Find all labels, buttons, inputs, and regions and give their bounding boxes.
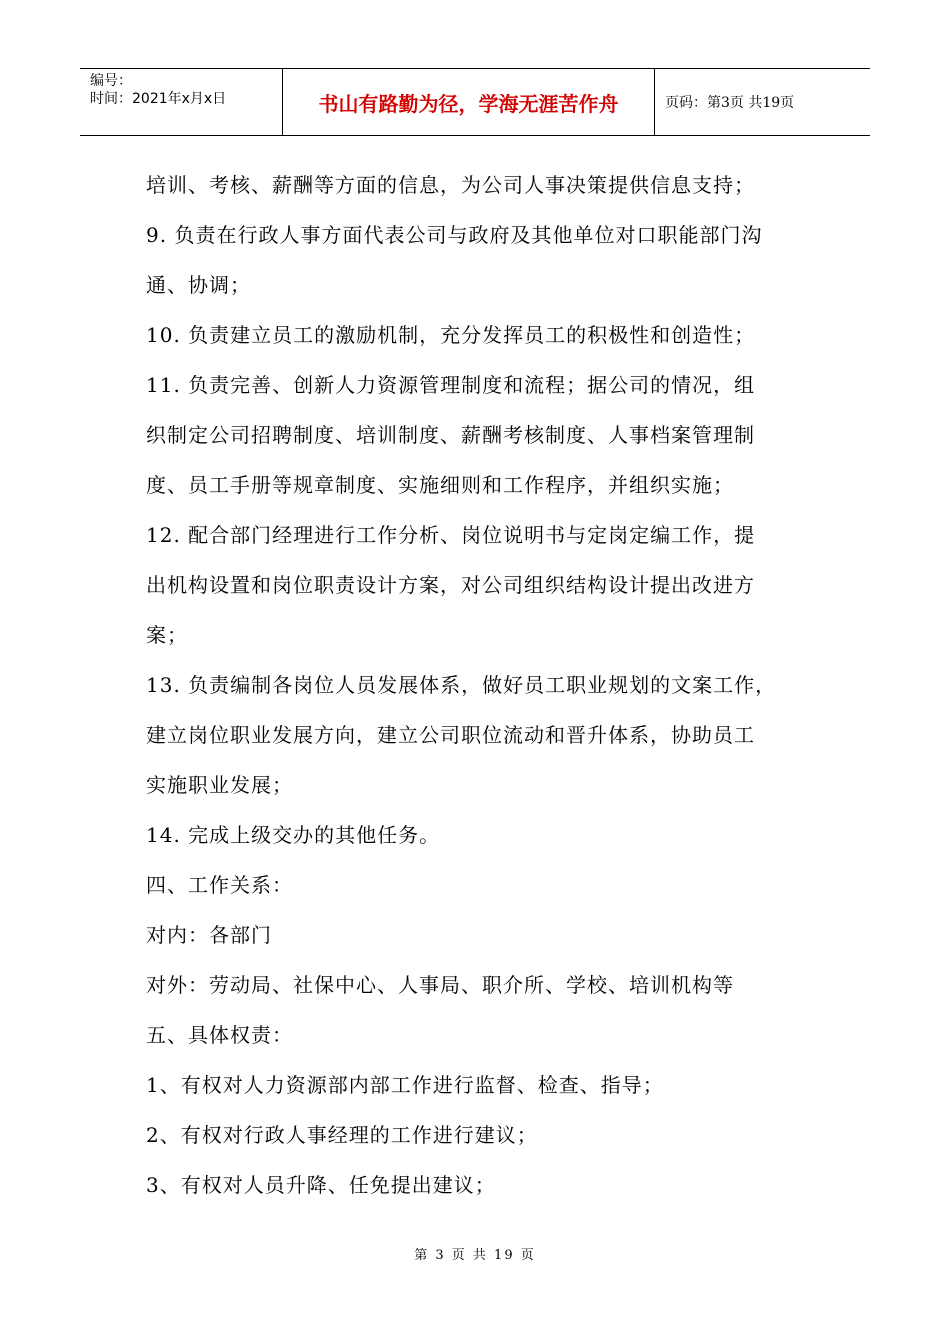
document-header (80, 68, 870, 136)
document-time-label: 时间：2021年x月x日 (90, 91, 227, 107)
body-line: 建立岗位职业发展方向，建立公司职位流动和晋升体系，协助员工 (146, 723, 755, 747)
body-line: 12. 配合部门经理进行工作分析、岗位说明书与定岗定编工作，提 (146, 523, 756, 547)
body-line: 对外：劳动局、社保中心、人事局、职介所、学校、培训机构等 (146, 973, 734, 997)
page-footer: 第 3 页 共 19 页 (414, 1248, 536, 1263)
body-line: 1、有权对人力资源部内部工作进行监督、检查、指导； (146, 1073, 664, 1097)
body-line: 14. 完成上级交办的其他任务。 (146, 823, 441, 847)
body-line: 通、协调； (146, 273, 251, 297)
body-line: 案； (146, 623, 188, 647)
section-heading: 五、具体权责： (146, 1023, 293, 1047)
body-line: 织制定公司招聘制度、培训制度、薪酬考核制度、人事档案管理制 (146, 423, 755, 447)
body-line: 13. 负责编制各岗位人员发展体系，做好员工职业规划的文案工作， (146, 673, 777, 697)
header-motto: 书山有路勤为径，学海无涯苦作舟 (283, 69, 655, 135)
body-line: 2、有权对行政人事经理的工作进行建议； (146, 1123, 538, 1147)
document-number-label: 编号： (90, 73, 132, 89)
body-line: 10. 负责建立员工的激励机制，充分发挥员工的积极性和创造性； (146, 323, 756, 347)
body-line: 3、有权对人员升降、任免提出建议； (146, 1173, 496, 1197)
body-line: 对内：各部门 (146, 923, 272, 947)
section-heading: 四、工作关系： (146, 873, 293, 897)
body-line: 9. 负责在行政人事方面代表公司与政府及其他单位对口职能部门沟 (146, 223, 763, 247)
header-page-info: 页码：第3页 共19页 (665, 95, 795, 111)
body-line: 11. 负责完善、创新人力资源管理制度和流程；据公司的情况，组 (146, 373, 756, 397)
header-meta (80, 69, 283, 135)
document-body (146, 160, 826, 1210)
body-line: 实施职业发展； (146, 773, 293, 797)
body-line: 度、员工手册等规章制度、实施细则和工作程序，并组织实施； (146, 473, 734, 497)
body-line: 出机构设置和岗位职责设计方案，对公司组织结构设计提出改进方 (146, 573, 755, 597)
body-line: 培训、考核、薪酬等方面的信息，为公司人事决策提供信息支持； (146, 173, 755, 197)
